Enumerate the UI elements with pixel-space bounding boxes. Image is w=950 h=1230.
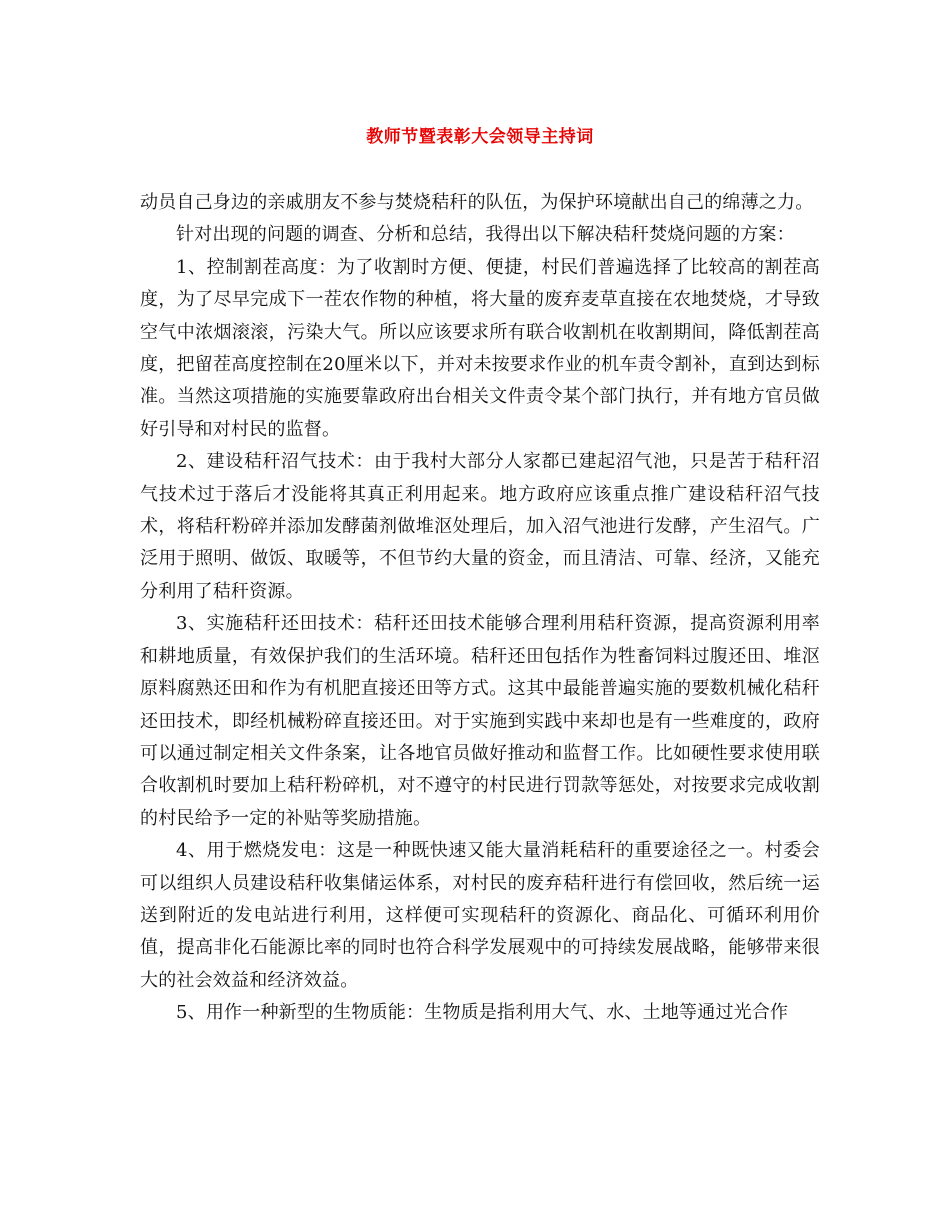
paragraph-item-4: 4、用于燃烧发电：这是一种既快速又能大量消耗秸秆的重要途径之一。村委会可以组织人员建设秸秆收集储运体系，对村民的废弃秸秆进行有偿回收，然后统一运送到附近的发电站进行利用，这样便可实现秸秆的资源化、商品化、可循环利用价值，提高非化石能源比率的同时也符合科学发展观中的可持续发展战略，能够带来很大的社会效益和经济效益。: [140, 840, 820, 991]
paragraph-continuation: 动员自己身边的亲戚朋友不参与焚烧秸秆的队伍，为保护环境献出自己的绵薄之力。: [140, 192, 814, 213]
paragraph-item-2: 2、建设秸秆沼气技术：由于我村大部分人家都已建起沼气池，只是苦于秸秆沼气技术过于落后才没能将其真正利用起来。地方政府应该重点推广建设秸秆沼气技术，将秸秆粉碎并添加发酵菌剂做堆沤处理后，加入沼气池进行发酵，产生沼气。广泛用于照明、做饭、取暖等，不但节约大量的资金，而且清洁、可靠、经济，又能充分利用了秸秆资源。: [140, 451, 820, 602]
paragraph-intro: 针对出现的问题的调查、分析和总结，我得出以下解决秸秆焚烧问题的方案：: [176, 224, 795, 246]
document-body: [140, 187, 820, 1030]
paragraph-item-3: 3、实施秸秆还田技术：秸秆还田技术能够合理利用秸秆资源，提高资源利用率和耕地质量，有效保护我们的生活环境。秸秆还田包括作为牲畜饲料过腹还田、堆沤原料腐熟还田和作为有机肥直接还田等方式。这其中最能普遍实施的要数机械化秸秆还田技术，即经机械粉碎直接还田。对于实施到实践中来却也是有一些难度的，政府可以通过制定相关文件条案，让各地官员做好推动和监督工作。比如硬性要求使用联合收割机时要加上秸秆粉碎机，对不遵守的村民进行罚款等惩处，对按要求完成收割的村民给予一定的补贴等奖励措施。: [140, 613, 820, 829]
paragraph-item-1: 1、控制割茬高度：为了收割时方便、便捷，村民们普遍选择了比较高的割茬高度，为了尽早完成下一茬农作物的种植，将大量的废弃麦草直接在农地焚烧，才导致空气中浓烟滚滚，污染大气。所以应该要求所有联合收割机在收割期间，降低割茬高度，把留茬高度控制在20厘米以下，并对未按要求作业的机车责令割补，直到达到标准。当然这项措施的实施要靠政府出台相关文件责令某个部门执行，并有地方官员做好引导和对村民的监督。: [140, 256, 820, 440]
document-title: 教师节暨表彰大会领导主持词: [366, 127, 594, 147]
paragraph-item-5: 5、用作一种新型的生物质能：生物质是指利用大气、水、土地等通过光合作: [176, 1002, 789, 1024]
